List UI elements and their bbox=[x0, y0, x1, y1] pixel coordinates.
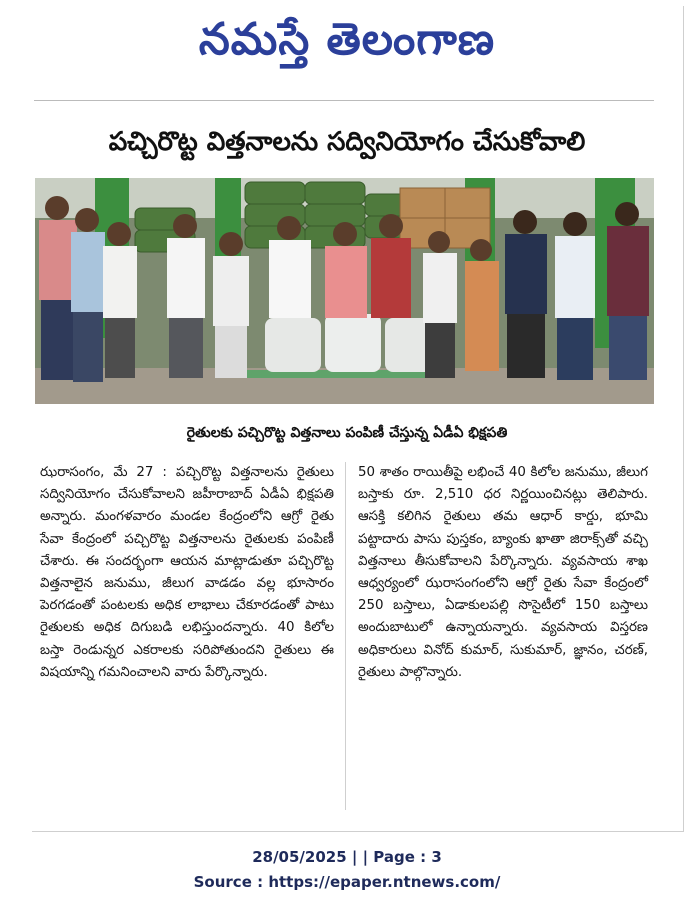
article-body-column-right: 50 శాతం రాయితీపై లభించే 40 కిలోల జనుము, జీలుగ బస్తాకు రూ. 2,510 ధర నిర్ణయించినట్లు తెలిపారు. ఆసక్తి కలిగిన రైతులు తమ ఆధార్ కార్డు, భూమి పట్టాదారు పాసు పుస్తకం, బ్యాంకు ఖాతా జిరాక్స్‌తో వచ్చి విత్తనాలు తీసుకోవాలని పేర్కొన్నారు. వ్యవసాయ శాఖ ఆధ్వర్యంలో ఝరాసంగంలోని ఆగ్రో రైతు సేవా కేంద్రంలో 250 బస్తాలు, ఏడాకులపల్లి సొసైటీలో 150 బస్తాలు అందుబాటులో ఉన్నాయన్నారు. వ్యవసాయ విస్తరణ అధికారులు వినోద్ కుమార్, సుకుమార్, జ్ఞానం, చరణ్, రైతులు పాల్గొన్నారు. bbox=[358, 465, 648, 680]
column-divider bbox=[345, 462, 346, 810]
header-rule bbox=[34, 100, 654, 101]
article-photo bbox=[35, 178, 654, 404]
footer-source-link[interactable]: Source : https://epaper.ntnews.com/ bbox=[193, 873, 501, 891]
newspaper-masthead: నమస్తే తెలంగాణ bbox=[198, 14, 496, 65]
article-headline: పచ్చిరొట్ట విత్తనాలను సద్వినియోగం చేసుకోవాలి bbox=[108, 127, 586, 157]
photo-illustration bbox=[35, 178, 654, 404]
article-body-column-left: ఝరాసంగం, మే 27 : పచ్చిరొట్ట విత్తనాలను రైతులు సద్వినియోగం చేసుకోవాలని జహీరాబాద్ ఏడీఏ భిక్షపతి అన్నారు. మంగళవారం మండల కేంద్రంలోని ఆగ్రో రైతు సేవా కేంద్రంలో పచ్చిరొట్ట విత్తనాలను రైతులకు పంపిణీ చేశారు. ఈ సందర్భంగా ఆయన మాట్లాడుతూ పచ్చిరొట్ట విత్తనాలైన జనుము, జీలుగ వాడడం వల్ల భూసారం పెరగడంతో పంటలకు అధిక లాభాలు చేకూరడంతో పాటు రైతులకు అధిక దిగుబడి లభిస్తుందన్నారు. 40 కిలోల బస్తా రెండున్నర ఎకరాలకు సరిపోతుందని రైతులు ఈ విషయాన్ని గమనించాలని వారు పేర్కొన్నారు. bbox=[40, 465, 334, 680]
footer-date-page: 28/05/2025 | | Page : 3 bbox=[252, 848, 442, 866]
photo-caption: రైతులకు పచ్చిరొట్ట విత్తనాలు పంపిణీ చేస్తున్న ఏడీఏ భిక్షపతి bbox=[186, 425, 508, 441]
